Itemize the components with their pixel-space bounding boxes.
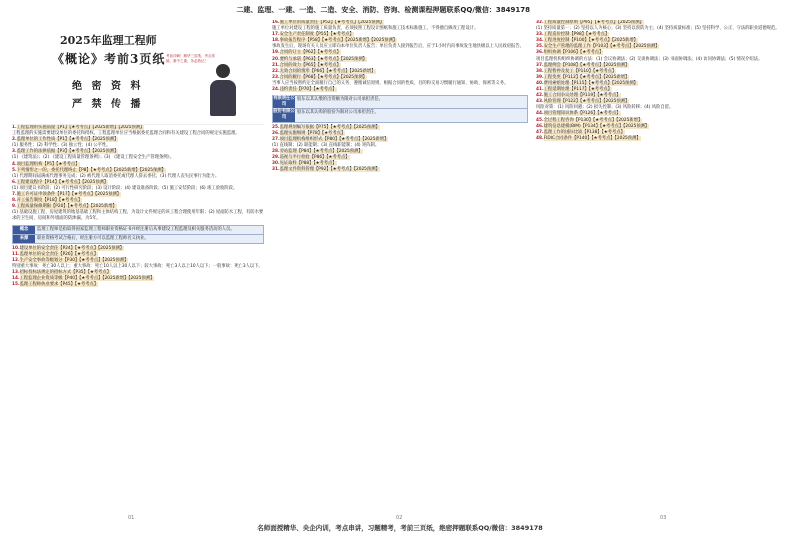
table-head-cell: 股份有限公司 <box>273 109 295 121</box>
item-heading: 下列情形之一的，委托代理终止【P8】【★考考点】【2025新增】【2025预测】 <box>16 167 166 173</box>
column-2 <box>272 20 528 521</box>
table-row <box>13 234 263 243</box>
item-heading: 施工单位的质量责任【P52】【★考考点】【2025预测】 <box>279 20 385 25</box>
item-body: (1) 基础设施工程、房屋建筑的地基基础工程和主体结构工程，为设计文件规定的该工程合理使用年限；(2) 屋面防水工程、有防水要求的卫生间、房间和外墙面的防渗漏，为5年。 <box>12 210 264 222</box>
page-number-2: 02 <box>396 515 403 521</box>
item-heading: 合同的效力【P65】【★考考点】 <box>279 62 341 68</box>
list-item <box>12 210 264 222</box>
item-number: 23. <box>272 74 280 80</box>
item-body: (1) 代理期间届满或代理事务完成；(2) 被代理人取消委托或代理人辞去委托；(3) 代理人丧失民事行为能力。 <box>12 173 220 179</box>
table-body-cell: 职业资格考试合格后，经注册方可以监理工程师名义执业。 <box>35 235 263 243</box>
item-heading: 监理工程师执业要求【P45】【★考考点】 <box>19 282 99 288</box>
item-number: 17. <box>272 32 280 38</box>
item-heading: FIDIC合同条件【P140】【★考考点】【2025预测】 <box>543 135 641 141</box>
list-item <box>272 167 528 173</box>
item-heading: 安全生产管理的监理工作【P103】【★考考点】【2025预测】 <box>543 44 660 50</box>
item-number: 18. <box>272 38 280 44</box>
item-number: 4. <box>12 161 17 167</box>
item-number: 2. <box>12 137 17 143</box>
top-banner-text: 二建、监理、一建、一造、二造、安全、消防、咨询、检测课程押题联系QQ/微信：3849178 <box>236 6 530 14</box>
item-heading: 见证取样【P88】【★考考点】 <box>279 161 337 167</box>
item-body: 事故发生后，现场有关人员应立即向本单位负责人报告；单位负责人接到报告后，应于1小时内向事故发生地县级以上人民政府报告。 <box>272 44 524 50</box>
item-number: 14. <box>12 276 20 282</box>
item-number: 10. <box>12 245 20 251</box>
item-heading: 监理实施细则【P78】【★考考点】 <box>279 130 346 136</box>
item-number: 12. <box>12 257 20 263</box>
item-number: 35. <box>536 44 544 50</box>
item-heading: 监理工作的法律依据【P3】【★考考点】【2025预测】 <box>16 149 119 155</box>
item-number: 13. <box>12 270 20 276</box>
item-heading: 施工许可证申领条件【P17】【★考考点】【2025预测】 <box>16 192 122 198</box>
item-number: 44. <box>536 111 544 117</box>
item-number: 31. <box>272 167 280 173</box>
item-heading: 开工报告制度【P18】【★考考点】 <box>16 198 83 204</box>
table-body-cell: 股东以其认购的股份为限对公司承担责任。 <box>295 109 527 121</box>
item-number: 39. <box>536 74 544 80</box>
cover-header <box>12 20 264 125</box>
item-number: 41. <box>536 87 544 93</box>
item-heading: 全过程工程咨询【P130】【★考考点】【2025新增】 <box>543 117 643 123</box>
item-heading: 建设单位的安全责任【P24】【★考考点】【2025预测】 <box>19 245 125 251</box>
page-number-3: 03 <box>660 515 667 521</box>
item-number: 42. <box>536 93 544 99</box>
item-number: 8. <box>12 198 17 204</box>
item-number: 26. <box>272 130 280 136</box>
item-heading: 组织协调【P106】【★考考点】 <box>543 50 604 56</box>
item-heading: 旁站监理【P84】【★考考点】【2025预测】 <box>279 148 363 154</box>
item-number: 33. <box>536 32 544 38</box>
item-heading: 工程暂停及复工【P110】【★考考点】 <box>543 68 617 74</box>
item-heading: 监理单位的安全责任【P26】【★考考点】 <box>19 251 99 257</box>
item-heading: 无效合同的情形【P66】【★考考点】【2025新增】 <box>279 68 376 74</box>
item-heading: 巡视与平行检验【P86】【★考考点】 <box>279 154 350 160</box>
item-heading: 生产安全事故等级划分【P30】【★考考点】【2025预测】 <box>19 257 129 263</box>
bottom-banner-text: 名师面授精华、央企内训，考点串讲，习题精考，考前三页纸，绝密押题联系QQ/微信：3849178 <box>257 524 543 532</box>
item-number: 9. <box>12 204 17 210</box>
title-line-1: 2025年监理工程师 <box>60 34 157 47</box>
item-number: 46. <box>536 123 544 129</box>
item-body: (1) 项目建议书阶段；(2) 可行性研究阶段；(3) 设计阶段；(4) 建设准备阶段；(5) 施工安装阶段；(6) 竣工验收阶段。 <box>12 185 238 191</box>
item-heading: 工程造价控制【P98】【★考考点】 <box>543 32 610 38</box>
item-number: 43. <box>536 99 544 105</box>
item-number: 7. <box>12 192 17 198</box>
item-body: 工程监理的实施需要建设单位的委托和授权，工程监理单位应当根据委托监理合同和有关建设工程合同的规定实施监理。 <box>12 131 240 137</box>
bottom-banner <box>0 523 800 535</box>
item-heading: 工程建设程序【P14】【★考考点】【2025预测】 <box>16 179 109 185</box>
item-number: 37. <box>536 62 544 68</box>
item-number: 30. <box>272 161 280 167</box>
table-row <box>273 108 527 121</box>
item-heading: 工程延期处理【P117】【★考考点】 <box>543 87 612 93</box>
col1-list <box>12 125 264 288</box>
list-item <box>272 87 528 93</box>
table-body-cell: 股东以其认缴的出资额为限对公司承担责任。 <box>295 96 527 108</box>
item-number: 22. <box>272 68 280 74</box>
item-heading: 项目管理知识体系【P126】【★考考点】 <box>543 111 621 117</box>
item-number: 40. <box>536 80 544 86</box>
col2-list <box>272 20 528 173</box>
list-item <box>12 282 264 288</box>
item-heading: 监理例会【P108】【★考考点】【2025预测】 <box>543 62 630 68</box>
item-heading: 监理文件资料管理【P92】【★考考点】【2025预测】 <box>279 167 380 173</box>
table-row <box>273 96 527 108</box>
col3-list <box>536 20 788 142</box>
item-number: 1. <box>12 125 17 130</box>
item-number: 34. <box>536 38 544 44</box>
item-heading: 项目监理机构组织形式【P80】【★考考点】【2025新增】 <box>279 136 389 142</box>
table-head-cell: 概念 <box>13 226 35 234</box>
item-number: 15. <box>12 282 20 288</box>
page-number-1: 01 <box>128 515 135 521</box>
item-heading: 监理单位的工作性质【P1】【★考考点】【2025预测】 <box>16 137 119 143</box>
item-heading: 合同的订立【P62】【★考考点】 <box>279 50 341 56</box>
item-body: 风险对策：(1) 风险回避；(2) 损失控制；(3) 风险转移；(4) 风险自留。 <box>536 105 674 111</box>
table-head-cell: 有限责任公司 <box>273 96 295 108</box>
item-number: 32. <box>536 20 544 25</box>
teacher-figure <box>208 64 238 120</box>
item-number: 25. <box>272 124 280 130</box>
item-body: 当事人应当按照约定全面履行自己的义务，遵循诚信原则，根据合同的性质、目的和交易习惯履行通知、协助、保密等义务。 <box>272 80 509 86</box>
table-body-cell: 监理工程师是指取得国家监理工程师职业资格证书并经注册后从事建设工程监理及相关服务活动的人员。 <box>35 226 263 234</box>
item-number: 24. <box>272 87 280 93</box>
item-number: 36. <box>536 50 544 56</box>
item-number: 6. <box>12 179 17 185</box>
item-number: 28. <box>272 148 280 154</box>
item-heading: 工程质量保修期限【P20】【★考考点】【2025新增】 <box>16 204 117 210</box>
item-number: 29. <box>272 154 280 160</box>
item-heading: 合同的履行【P68】【★考考点】【2025预测】 <box>279 74 367 80</box>
item-heading: 建筑信息建模(BIM)【P134】【★考考点】【2025预测】 <box>543 123 650 129</box>
list-item <box>536 57 788 63</box>
column-1 <box>12 20 264 521</box>
item-heading: 施工合同争议处理【P119】【★考考点】 <box>543 93 621 99</box>
item-number: 21. <box>272 62 280 68</box>
item-number: 5. <box>12 167 17 173</box>
item-heading: 工程质量控制原则【P95】【★考考点】【2025预测】 <box>543 20 644 25</box>
seal-line-1: 绝 密 资 料 <box>72 81 144 92</box>
item-heading: 要约与承诺【P63】【★考考点】【2025预测】 <box>279 56 367 62</box>
item-heading: 工程变更【P112】【★考考点】【2025新增】 <box>543 74 630 80</box>
info-table <box>12 225 264 244</box>
item-heading: 工程监理的实施前提【P1】【★考考点】【2025新增】【2025预测】 <box>16 125 145 130</box>
item-heading: 费用索赔处理【P115】【★考考点】【2025预测】 <box>543 80 638 86</box>
item-heading: 违约责任【P70】【★考考点】 <box>279 87 337 93</box>
item-heading: 工程进度控制【P100】【★考考点】【2025新增】 <box>543 38 638 44</box>
item-heading: 风险管理【P122】【★考考点】【2025预测】 <box>543 99 630 105</box>
item-number: 3. <box>12 149 17 155</box>
item-heading: 监理工作的国际比较【P138】【★考考点】 <box>543 129 625 135</box>
item-number: 20. <box>272 56 280 62</box>
item-number: 45. <box>536 117 544 123</box>
item-number: 11. <box>12 251 20 257</box>
item-number: 16. <box>272 20 280 25</box>
item-number: 48. <box>536 135 544 141</box>
item-body: (1) 《建筑法》；(2) 《建设工程质量管理条例》；(3) 《建设工程安全生产管理条例》。 <box>12 155 174 161</box>
item-heading: 招标投标法规定的招标方式【P35】【★考考点】 <box>19 270 112 276</box>
item-body: 特别重大事故：死亡30人以上；重大事故：死亡10人以上30人以下；较大事故：死亡3人以上10人以下；一般事故：死亡3人以下。 <box>12 263 263 269</box>
item-heading: 监理规划编写依据【P75】【★考考点】【2025预测】 <box>279 124 380 130</box>
item-body: (1) 服务性；(2) 科学性；(3) 独立性；(4) 公平性。 <box>12 143 111 149</box>
table-head-cell: 来源 <box>13 235 35 243</box>
item-heading: 安全生产责任制度【P55】【★考考点】 <box>279 32 354 38</box>
item-body: 施工单位对建设工程的施工质量负责，必须按照工程设计图纸和施工技术标准施工，不得擅自修改工程设计。 <box>272 26 479 32</box>
item-body: 项目监理机构组织协调的方法：(1) 会议协调法；(2) 交谈协调法；(3) 书面协调法；(4) 访问协调法；(5) 情况介绍法。 <box>536 56 763 62</box>
item-number: 47. <box>536 129 544 135</box>
info-table <box>272 95 528 122</box>
sticky-note: 考前冲刺！精华三页纸，考点浓缩，重中之重，务必熟记！ <box>166 54 215 63</box>
column-3 <box>536 20 788 521</box>
item-number: 38. <box>536 68 544 74</box>
item-heading: 事故报告程序【P58】【★考考点】【2025新增】【2025预测】 <box>279 38 398 44</box>
item-body: (1) 坚持质量第一；(2) 坚持以人为核心；(3) 坚持以预防为主；(4) 坚持质量标准；(5) 坚持科学、公正、守法的职业道德规范。 <box>536 26 780 32</box>
item-heading: 项目监理机构【P5】【★考考点】 <box>16 161 80 167</box>
table-row <box>13 226 263 234</box>
top-banner <box>0 0 800 20</box>
item-heading: 工程监理企业资质等级【P40】【★考考点】【2025新增】【2025预测】 <box>19 276 155 282</box>
list-item <box>536 136 788 142</box>
item-number: 19. <box>272 50 280 56</box>
seal-line-2: 严 禁 传 播 <box>72 99 144 110</box>
item-body: (1) 直线制；(2) 职能制；(3) 直线职能制；(4) 矩阵制。 <box>272 142 380 148</box>
item-number: 27. <box>272 136 280 142</box>
title-line-2: 《概论》考前3页纸 <box>52 52 166 66</box>
